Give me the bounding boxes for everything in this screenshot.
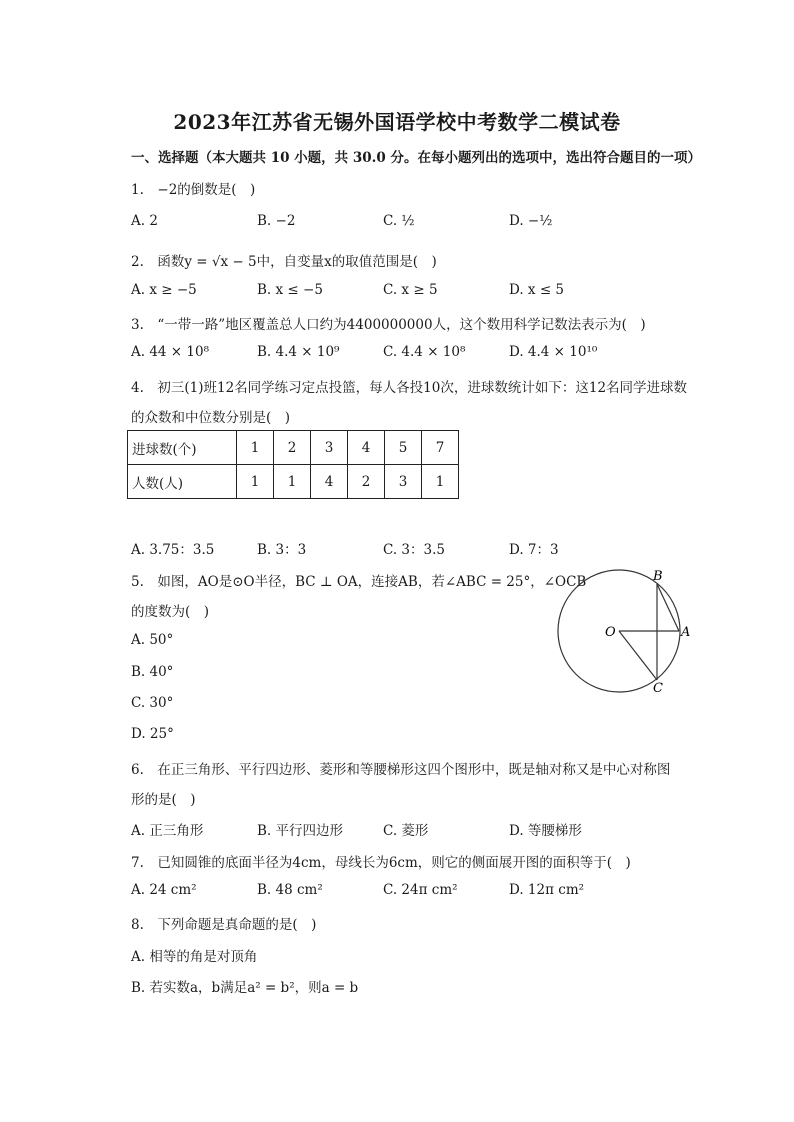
question-1-option-b: B. −2 [257,213,296,229]
question-3-option-b: B. 4.4 × 10⁹ [257,344,340,360]
question-2-option-d: D. x ≤ 5 [509,282,565,298]
question-5-stem-line1: 5. 如图，AO是⊙O半径，BC ⊥ OA，连接AB，若∠ABC = 25°，∠OCB [131,574,587,590]
question-5-stem-line2: 的度数为( ) [131,604,210,620]
table-row [128,465,459,499]
question-8-option-b: B. 若实数a，b满足a² = b²，则a = b [131,980,359,996]
question-4-option-d: D. 7：3 [509,542,559,558]
table-cell: 2 [348,465,385,499]
label-a: A [681,625,691,640]
question-6-option-d: D. 等腰梯形 [509,823,582,839]
question-7-option-b: B. 48 cm² [257,882,323,898]
question-7-option-a: A. 24 cm² [131,882,197,898]
table-cell: 1 [237,431,274,465]
table-cell: 3 [311,431,348,465]
page-title: 2023年江苏省无锡外国语学校中考数学二模试卷 [173,110,621,134]
table-cell: 2 [274,431,311,465]
question-4-option-b: B. 3：3 [257,542,307,558]
question-3-option-d: D. 4.4 × 10¹⁰ [509,344,598,360]
question-6-option-a: A. 正三角形 [131,823,204,839]
question-3-option-c: C. 4.4 × 10⁸ [383,344,466,360]
question-2-option-c: C. x ≥ 5 [383,282,438,298]
table-cell: 1 [422,465,459,499]
question-1-option-c: C. ½ [383,213,415,229]
table-cell: 4 [348,431,385,465]
question-1-option-a: A. 2 [131,213,158,229]
question-6-stem-line2: 形的是( ) [131,792,196,808]
label-o: O [605,625,616,640]
question-3-option-a: A. 44 × 10⁸ [131,344,209,360]
question-6-option-b: B. 平行四边形 [257,823,344,839]
question-5-option-b: B. 40° [131,664,174,680]
question-5-option-c: C. 30° [131,695,174,711]
table-cell: 7 [422,431,459,465]
question-2-stem: 2. 函数y = √x − 5中，自变量x的取值范围是( ) [131,254,437,270]
question-3-stem: 3. “一带一路”地区覆盖总人口约为4400000000人，这个数用科学记数法表示为( ) [131,317,646,333]
question-2-option-a: A. x ≥ −5 [131,282,197,298]
table-cell: 1 [237,465,274,499]
score-table [127,430,459,499]
question-6-option-c: C. 菱形 [383,823,429,839]
question-4-stem-line2: 的众数和中位数分别是( ) [131,410,291,426]
question-1-option-d: D. −½ [509,213,553,229]
label-b: B [653,569,663,584]
circle-figure [553,566,703,696]
table-row-label: 进球数(个) [128,431,237,465]
question-7-option-c: C. 24π cm² [383,882,458,898]
question-5-option-a: A. 50° [131,632,174,648]
question-1-stem: 1. −2的倒数是( ) [131,182,256,198]
question-8-stem: 8. 下列命题是真命题的是( ) [131,917,317,933]
question-4-stem-line1: 4. 初三(1)班12名同学练习定点投篮，每人各投10次，进球数统计如下：这12名同学进球数 [131,380,688,396]
question-5-option-d: D. 25° [131,726,174,742]
section-heading: 一、选择题（本大题共 10 小题，共 30.0 分。在每小题列出的选项中，选出符合题目的一项） [131,150,701,166]
table-cell: 5 [385,431,422,465]
label-c: C [653,681,663,696]
table-cell: 4 [311,465,348,499]
question-8-option-a: A. 相等的角是对顶角 [131,949,258,965]
question-4-option-c: C. 3：3.5 [383,542,445,558]
question-2-option-b: B. x ≤ −5 [257,282,323,298]
table-cell: 3 [385,465,422,499]
table-row-label: 人数(人) [128,465,237,499]
question-7-stem: 7. 已知圆锥的底面半径为4cm，母线长为6cm，则它的侧面展开图的面积等于( ) [131,855,631,871]
table-cell: 1 [274,465,311,499]
question-4-option-a: A. 3.75：3.5 [131,542,215,558]
question-7-option-d: D. 12π cm² [509,882,585,898]
table-row [128,431,459,465]
question-6-stem-line1: 6. 在正三角形、平行四边形、菱形和等腰梯形这四个图形中，既是轴对称又是中心对称图 [131,762,671,778]
segment-oc [619,631,657,680]
